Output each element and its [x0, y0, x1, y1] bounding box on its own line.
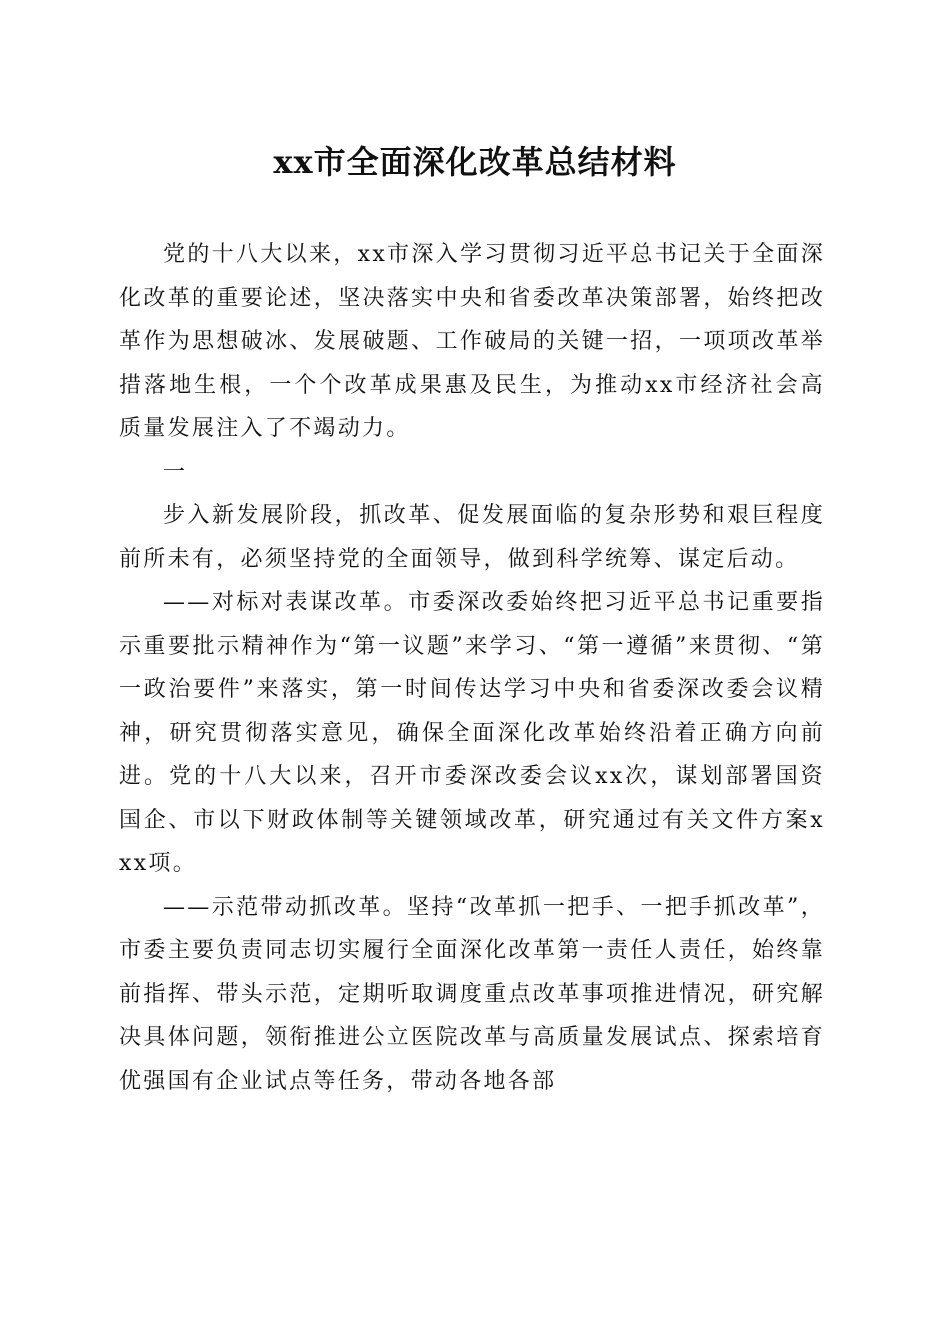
section-intro-paragraph: 步入新发展阶段，抓改革、促发展面临的复杂形势和艰巨程度前所未有，必须坚持党的全面领导，做到科学统筹、谋定后动。 [119, 503, 825, 572]
document-title: xx市全面深化改革总结材料 [273, 143, 677, 181]
intro-paragraph: 党的十八大以来，xx市深入学习贯彻习近平总书记关于全面深化改革的重要论述，坚决落实中央和省委改革决策部署，始终把改革作为思想破冰、发展破题、工作破局的关键一招，一项项改革举措落地生根，一个个改革成果惠及民生，为推动xx市经济社会高质量发展注入了不竭动力。 [119, 242, 825, 441]
document-body [119, 233, 825, 1103]
reform-planning-paragraph: ——对标对表谋改革。市委深改委始终把习近平总书记重要指示重要批示精神作为“第一议题”来学习、“第一遵循”来贯彻、“第一政治要件”来落实，第一时间传达学习中央和省委深改委会议精神，研究贯彻落实意见，确保全面深化改革始终沿着正确方向前进。党的十八大以来，召开市委深改委会议xx次，谋划部署国资国企、市以下财政体制等关键领域改革，研究通过有关文件方案xxx项。 [119, 590, 825, 876]
section-heading-one: 一 [163, 459, 188, 485]
reform-leadership-paragraph: ——示范带动抓改革。坚持“改革抓一把手、一把手抓改革”，市委主要负责同志切实履行全面深化改革第一责任人责任，始终靠前指挥、带头示范，定期听取调度重点改革事项推进情况，研究解决具体问题，领衔推进公立医院改革与高质量发展试点、探索培育优强国有企业试点等任务，带动各地各部 [119, 894, 825, 1094]
